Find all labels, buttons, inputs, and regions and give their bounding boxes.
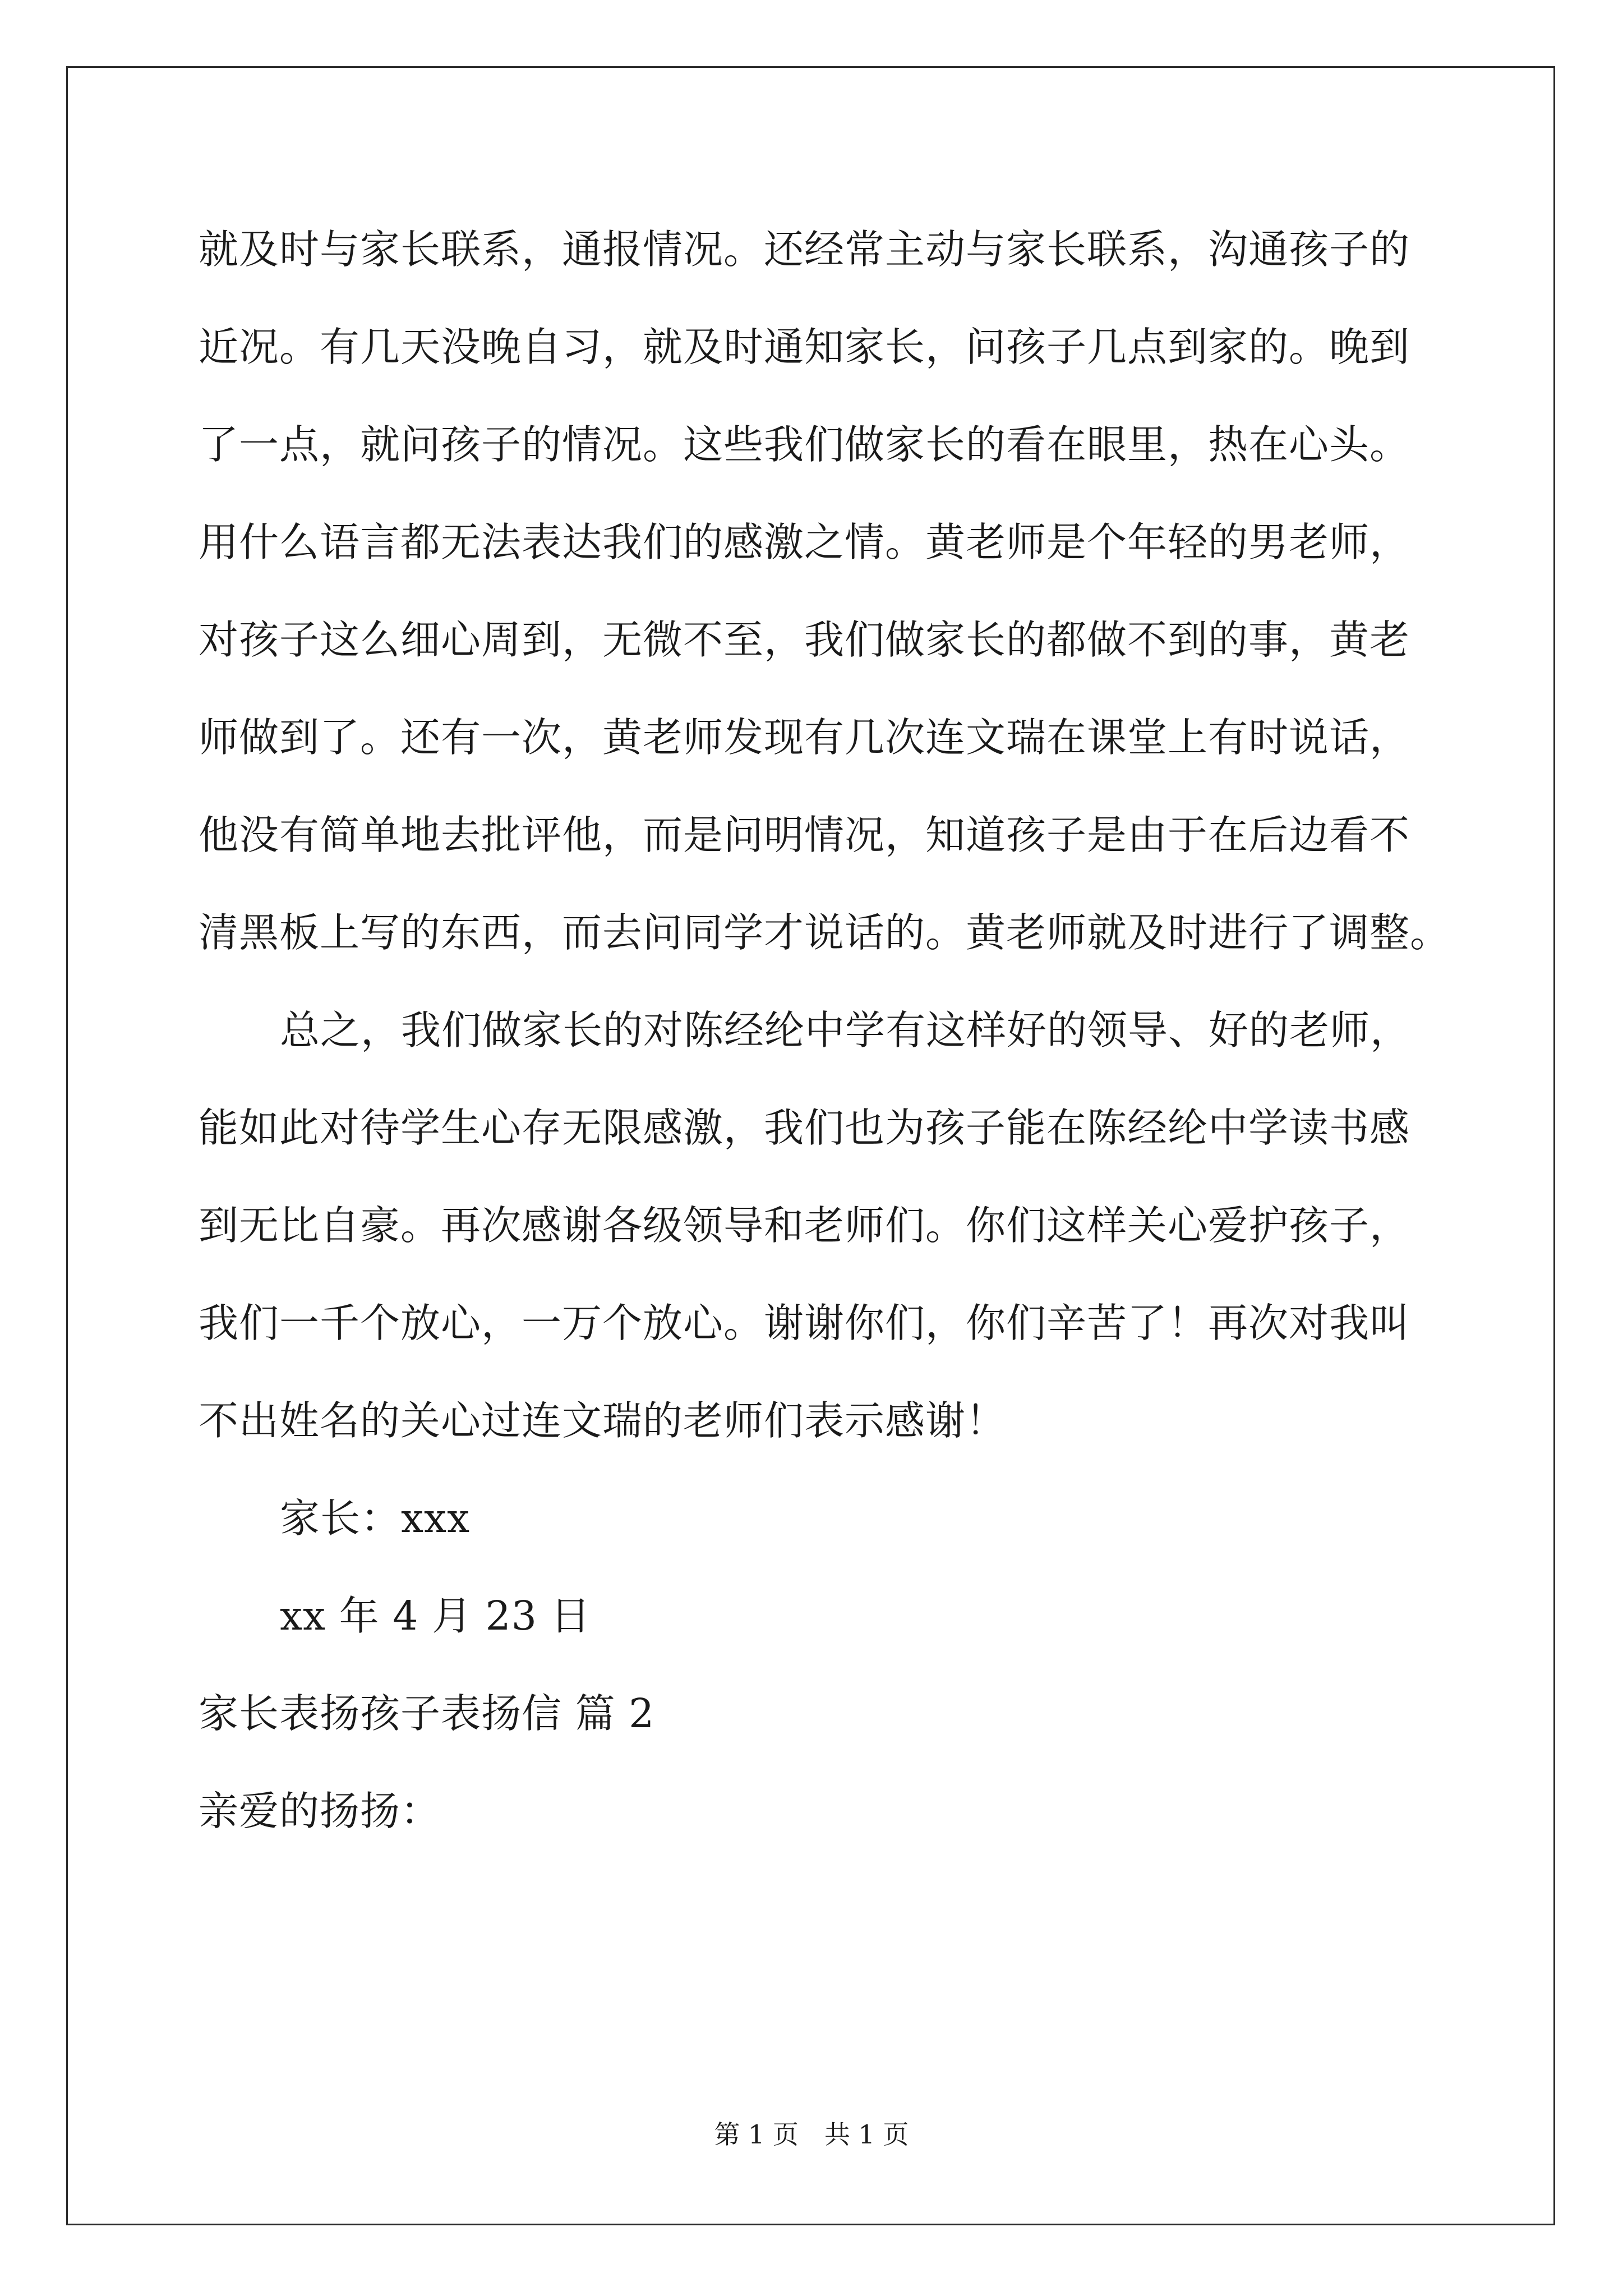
signature-line: 家长：xxx xyxy=(280,1495,471,1542)
paragraph-2-line: 能如此对待学生心存无限感激，我们也为孩子能在陈经纶中学读书感 xyxy=(199,1105,1410,1151)
salutation: 亲爱的扬扬： xyxy=(199,1788,441,1834)
date-line: xx 年 4 月 23 日 xyxy=(280,1593,591,1639)
paragraph-1-line: 他没有简单地去批评他，而是问明情况，知道孩子是由于在后边看不 xyxy=(199,812,1410,858)
paragraph-1-line: 近况。有几天没晚自习，就及时通知家长，问孩子几点到家的。晚到 xyxy=(199,324,1410,370)
paragraph-2-line: 总之，我们做家长的对陈经纶中学有这样好的领导、好的老师， xyxy=(280,1007,1411,1053)
paragraph-2-line: 到无比自豪。再次感谢各级领导和老师们。你们这样关心爱护孩子， xyxy=(199,1202,1410,1249)
page-footer xyxy=(0,2118,1623,2151)
paragraph-1-line: 师做到了。还有一次，黄老师发现有几次连文瑞在课堂上有时说话， xyxy=(199,714,1410,761)
paragraph-2-line: 我们一千个放心，一万个放心。谢谢你们，你们辛苦了！再次对我叫 xyxy=(199,1300,1410,1346)
paragraph-1-line: 就及时与家长联系，通报情况。还经常主动与家长联系，沟通孩子的 xyxy=(199,226,1410,273)
paragraph-1-line: 清黑板上写的东西，而去问同学才说话的。黄老师就及时进行了调整。 xyxy=(199,909,1451,956)
paragraph-1-line: 了一点，就问孩子的情况。这些我们做家长的看在眼里，热在心头。 xyxy=(199,421,1410,468)
page-number-label: 第 1 页 共 1 页 xyxy=(714,2119,909,2150)
paragraph-1-line: 用什么语言都无法表达我们的感激之情。黄老师是个年轻的男老师， xyxy=(199,519,1410,565)
section-heading: 家长表扬孩子表扬信 篇 2 xyxy=(199,1690,655,1737)
paragraph-1-line: 对孩子这么细心周到，无微不至，我们做家长的都做不到的事，黄老 xyxy=(199,616,1410,663)
paragraph-2-line: 不出姓名的关心过连文瑞的老师们表示感谢！ xyxy=(199,1397,1007,1444)
